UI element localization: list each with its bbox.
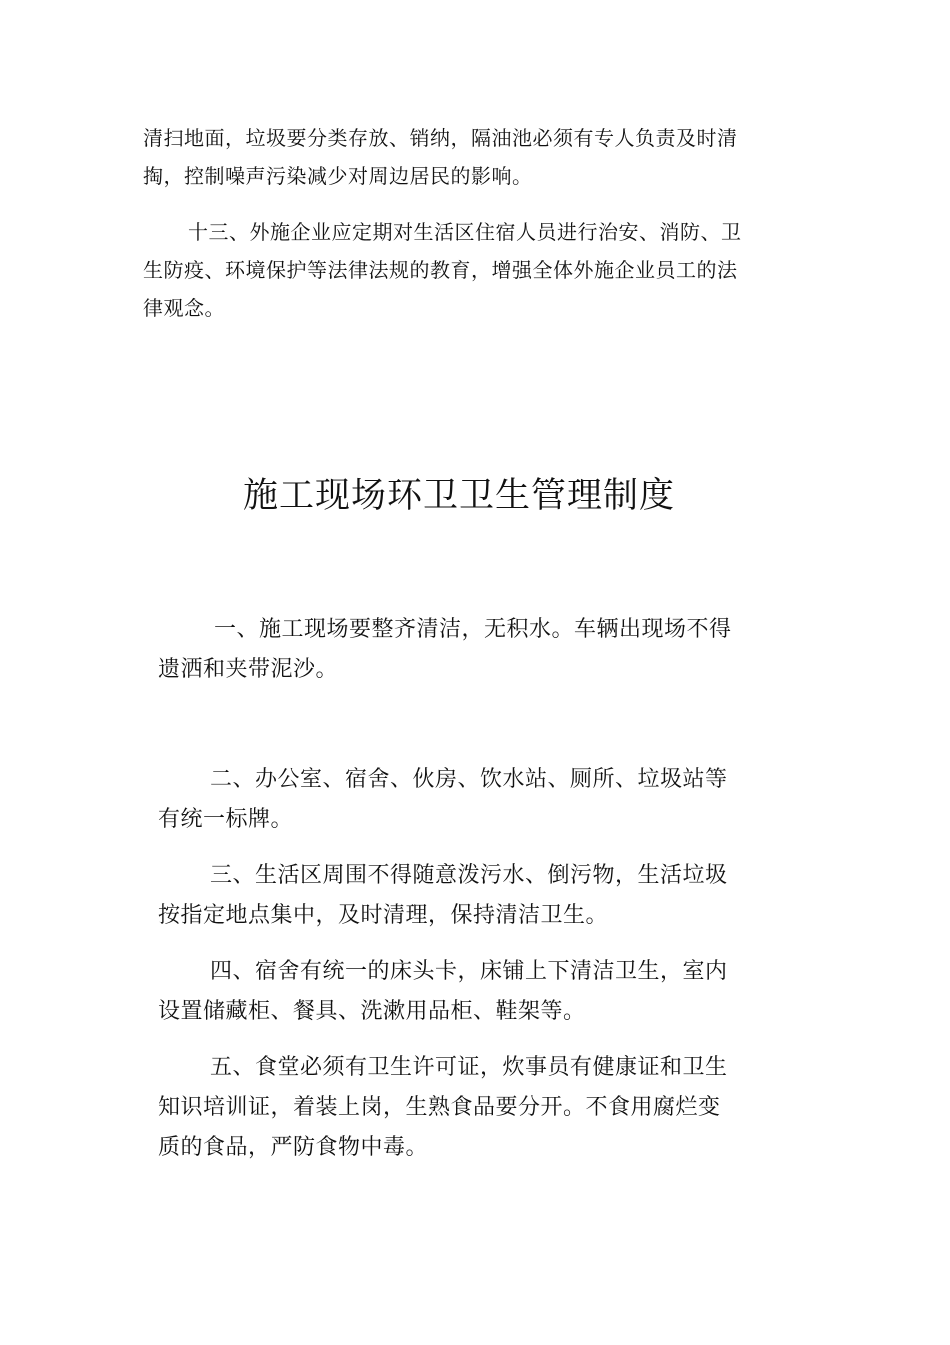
intro-paragraph-1 — [143, 119, 738, 195]
text-line: 四、宿舍有统一的床头卡，床铺上下清洁卫生，室内 — [210, 959, 728, 984]
rule-item-3 — [158, 856, 728, 936]
text-line: 按指定地点集中，及时清理，保持清洁卫生。 — [158, 903, 609, 928]
text-line: 三、生活区周围不得随意泼污水、倒污物，生活垃圾 — [210, 863, 728, 888]
text-line: 清扫地面，垃圾要分类存放、销纳，隔油池必须有专人负责及时清 — [143, 126, 738, 150]
text-line: 十三、外施企业应定期对生活区住宿人员进行治安、消防、卫 — [188, 220, 742, 244]
document-title: 施工现场环卫卫生管理制度 — [242, 476, 675, 516]
text-line: 生防疫、环境保护等法律法规的教育，增强全体外施企业员工的法 — [143, 258, 738, 282]
text-line: 知识培训证，着装上岗，生熟食品要分开。不食用腐烂变 — [158, 1095, 721, 1120]
text-line: 一、施工现场要整齐清洁，无积水。车辆出现场不得 — [214, 617, 732, 642]
intro-paragraph-2 — [143, 213, 742, 327]
rule-item-1 — [158, 610, 732, 690]
rule-item-2 — [158, 760, 728, 840]
text-line: 二、办公室、宿舍、伙房、饮水站、厕所、垃圾站等 — [210, 767, 728, 792]
text-line: 律观念。 — [143, 296, 225, 320]
text-line: 设置储藏柜、餐具、洗漱用品柜、鞋架等。 — [158, 999, 586, 1024]
rule-item-4 — [158, 952, 728, 1032]
text-line: 五、食堂必须有卫生许可证，炊事员有健康证和卫生 — [210, 1055, 728, 1080]
rule-item-5 — [158, 1048, 728, 1168]
text-line: 质的食品，严防食物中毒。 — [158, 1135, 429, 1160]
text-line: 有统一标牌。 — [158, 807, 294, 832]
text-line: 遗洒和夹带泥沙。 — [158, 657, 339, 682]
text-line: 掏，控制噪声污染减少对周边居民的影响。 — [143, 164, 533, 188]
